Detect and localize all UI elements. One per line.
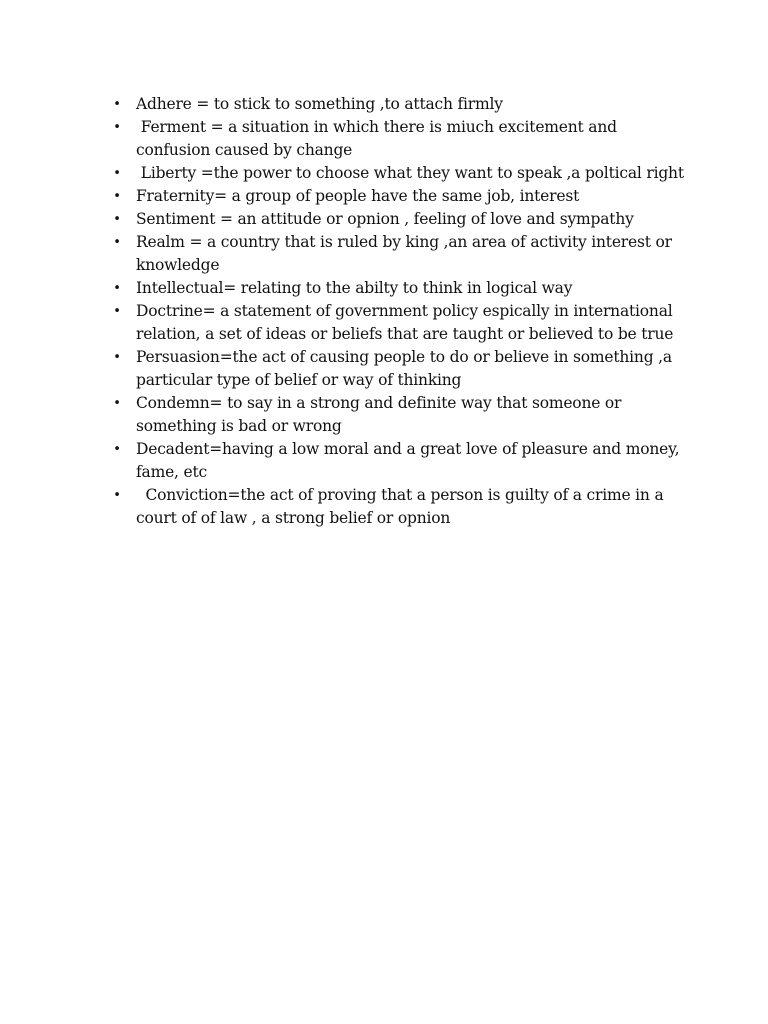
list-item: [108, 300, 688, 346]
definition-text: Conviction=the act of proving that a person is guilty of a crime in a court of of law , a strong belief or opnion: [136, 486, 669, 527]
bullet-icon: •: [113, 120, 121, 135]
list-item: [108, 93, 688, 116]
bullet-icon: •: [113, 350, 121, 365]
definition-text: Sentiment = an attitude or opnion , feeling of love and sympathy: [136, 210, 634, 228]
list-item: [108, 116, 688, 162]
list-item: [108, 438, 688, 484]
list-item: [108, 162, 688, 185]
list-item: [108, 231, 688, 277]
bullet-icon: •: [113, 281, 121, 296]
definition-text: Intellectual= relating to the abilty to think in logical way: [136, 279, 573, 297]
definition-text: Realm = a country that is ruled by king ,an area of activity interest or knowledge: [136, 233, 677, 274]
list-item: [108, 484, 688, 530]
definition-text: Fraternity= a group of people have the same job, interest: [136, 187, 580, 205]
list-item: [108, 185, 688, 208]
list-item: [108, 346, 688, 392]
definition-text: Ferment = a situation in which there is miuch excitement and confusion caused by change: [136, 118, 622, 159]
definition-text: Doctrine= a statement of government policy espically in international relation, a set of ideas or beliefs that are taught or believed to be true: [136, 302, 678, 343]
definition-text: Decadent=having a low moral and a great love of pleasure and money, fame, etc: [136, 440, 685, 481]
bullet-icon: •: [113, 189, 121, 204]
bullet-icon: •: [113, 212, 121, 227]
bullet-icon: •: [113, 235, 121, 250]
bullet-icon: •: [113, 442, 121, 457]
definition-text: Liberty =the power to choose what they want to speak ,a poltical right: [136, 164, 684, 182]
bullet-icon: •: [113, 166, 121, 181]
list-item: [108, 208, 688, 231]
bullet-icon: •: [113, 488, 121, 503]
bullet-icon: •: [113, 396, 121, 411]
vocabulary-list: [108, 93, 688, 530]
list-item: [108, 277, 688, 300]
definition-text: Adhere = to stick to something ,to attach firmly: [136, 95, 503, 113]
definition-text: Condemn= to say in a strong and definite way that someone or something is bad or wrong: [136, 394, 626, 435]
bullet-icon: •: [113, 304, 121, 319]
bullet-icon: •: [113, 97, 121, 112]
list-item: [108, 392, 688, 438]
definition-text: Persuasion=the act of causing people to do or believe in something ,a particular type of belief or way of thinking: [136, 348, 677, 389]
